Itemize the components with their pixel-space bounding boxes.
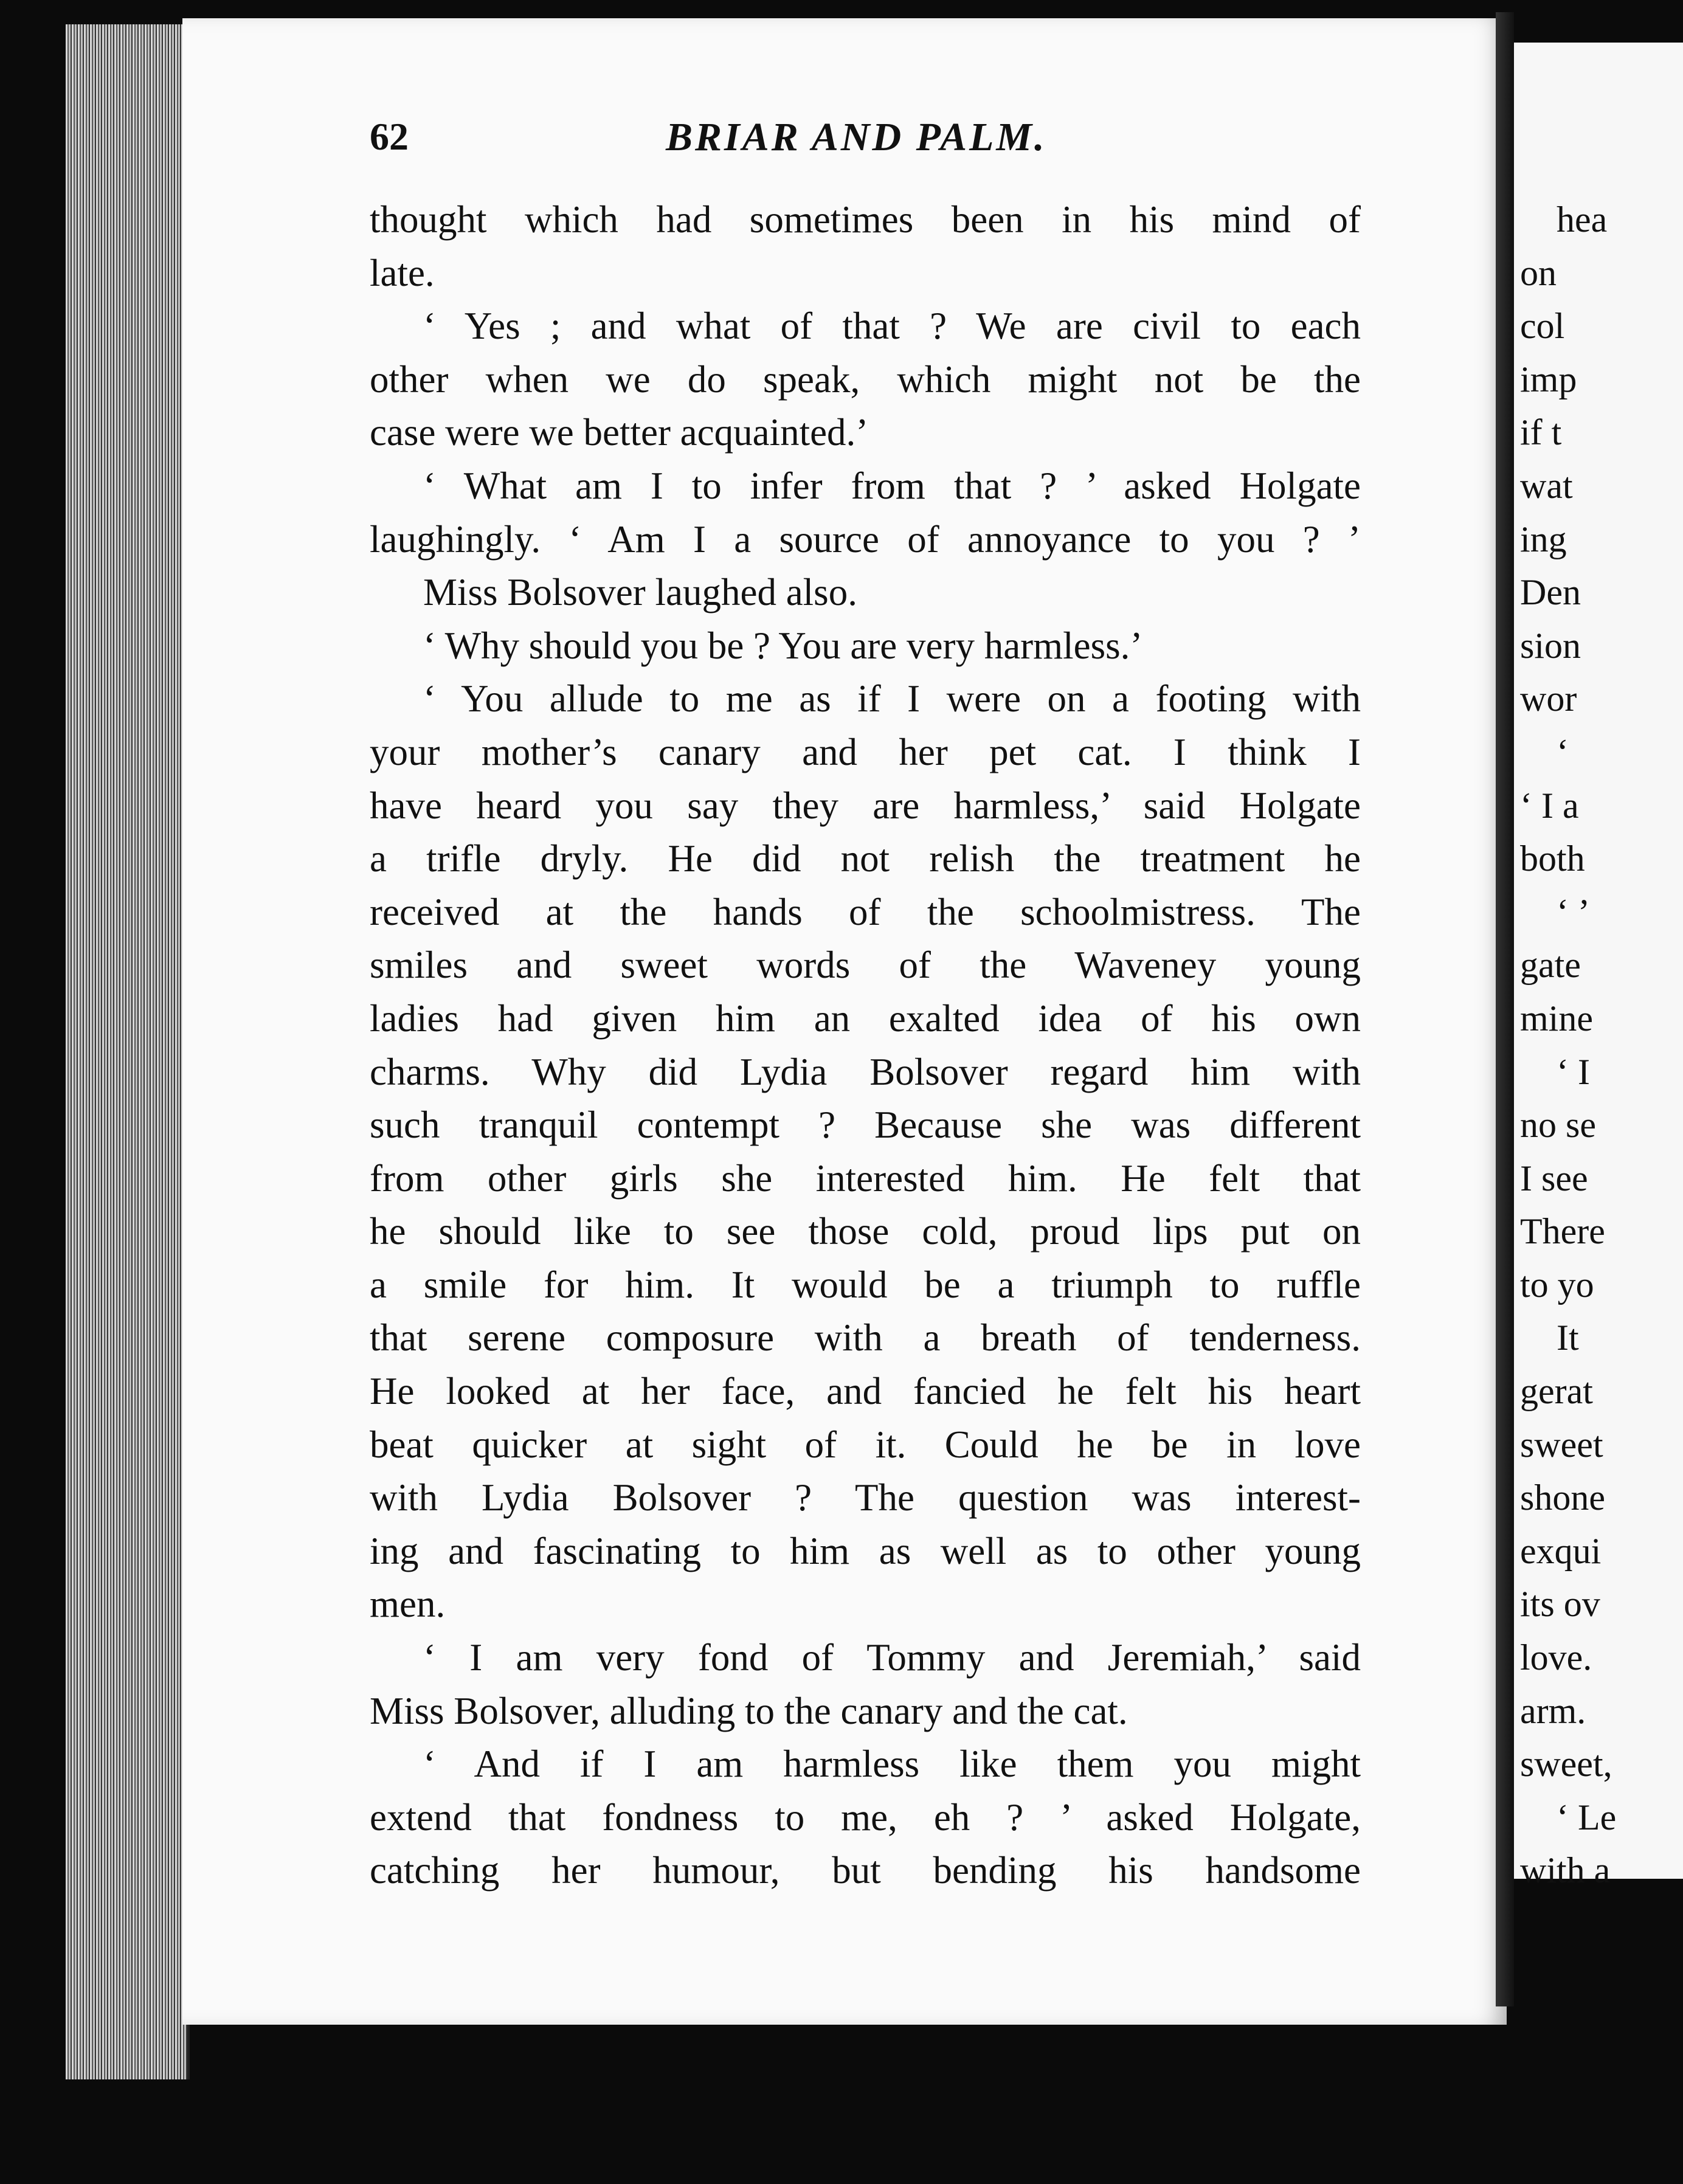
text-line: catching her humour, but bending his handsome (370, 1849, 1361, 1892)
right-page-line: sion (1520, 625, 1581, 666)
running-title: BRIAR AND PALM. (666, 115, 1047, 159)
text-line: late. (370, 251, 435, 294)
book-page-edges (66, 24, 190, 2079)
right-page-line: col (1520, 306, 1565, 347)
right-page-line: ing (1520, 519, 1567, 559)
right-page-line: I see (1520, 1158, 1588, 1198)
text-line: ladies had given him an exalted idea of his own (370, 997, 1361, 1040)
right-page-line: no se (1520, 1105, 1596, 1146)
text-line: ‘ You allude to me as if I were on a footing with (423, 677, 1361, 721)
text-line: smiles and sweet words of the Waveney young (370, 944, 1361, 987)
text-line: a smile for him. It would be a triumph to ruffle (370, 1263, 1361, 1306)
right-page-line: to yo (1520, 1264, 1594, 1305)
right-page-line: Den (1520, 572, 1581, 613)
right-page-line: exqui (1520, 1530, 1602, 1571)
right-page-line: There (1520, 1211, 1605, 1252)
text-line: ‘ Why should you be ? You are very harmless.’ (423, 624, 1143, 667)
text-line: extend that fondness to me, eh ? ’ asked Holgate, (370, 1795, 1361, 1839)
right-page-line: It (1557, 1318, 1579, 1358)
right-page-line: ‘ Le (1557, 1797, 1617, 1837)
text-line: ‘ Yes ; and what of that ? We are civil to each (423, 305, 1361, 348)
text-line: case were we better acquainted.’ (370, 411, 869, 454)
right-page-line: with a (1520, 1850, 1611, 1891)
right-page-line: love. (1520, 1637, 1592, 1678)
right-page-line: wor (1520, 679, 1577, 719)
text-line: ‘ What am I to infer from that ? ’ asked Holgate (423, 464, 1361, 507)
right-page-line: sweet (1520, 1424, 1603, 1465)
text-line: ‘ I am very fond of Tommy and Jeremiah,’ said (423, 1636, 1361, 1679)
text-line: charms. Why did Lydia Bolsover regard him with (370, 1050, 1361, 1093)
right-page-line: ‘ ’ (1557, 891, 1590, 932)
right-page-line: hea (1557, 199, 1608, 240)
text-line: received at the hands of the schoolmistress. The (370, 890, 1361, 933)
right-page-line: ‘ (1557, 731, 1569, 772)
book-gutter (1496, 12, 1514, 2006)
text-line: from other girls she interested him. He felt that (370, 1156, 1361, 1200)
text-line: he should like to see those cold, proud lips put on (370, 1210, 1361, 1253)
text-line: Miss Bolsover, alluding to the canary and the cat. (370, 1689, 1128, 1732)
text-line: Miss Bolsover laughed also. (423, 571, 857, 614)
text-line: your mother’s canary and her pet cat. I think I (370, 730, 1361, 773)
right-page-line: ‘ I (1557, 1051, 1590, 1092)
text-line: laughingly. ‘ Am I a source of annoyance to you ? ’ (370, 517, 1361, 561)
right-page-line: gerat (1520, 1371, 1593, 1412)
text-line: He looked at her face, and fancied he felt his heart (370, 1370, 1361, 1413)
text-line: have heard you say they are harmless,’ said Holgate (370, 784, 1361, 827)
right-page-line: wat (1520, 465, 1573, 506)
right-page-line: if t (1520, 412, 1562, 453)
right-page-line: ‘ I a (1520, 785, 1579, 826)
right-page-text (1520, 193, 1683, 1898)
text-line: ing and fascinating to him as well as to other young (370, 1529, 1361, 1572)
text-line: beat quicker at sight of it. Could he be in love (370, 1423, 1361, 1466)
right-page-line: sweet, (1520, 1744, 1612, 1785)
text-line: a trifle dryly. He did not relish the treatment he (370, 837, 1361, 880)
text-line: men. (370, 1583, 446, 1626)
right-page-line: shone (1520, 1477, 1605, 1518)
right-page-line: both (1520, 838, 1585, 879)
right-page-line: mine (1520, 998, 1593, 1038)
text-line: thought which had sometimes been in his mind of (370, 198, 1361, 241)
left-page-text (370, 193, 1361, 1898)
right-page-line: arm. (1520, 1690, 1586, 1731)
right-page-line: on (1520, 252, 1557, 293)
text-line: ‘ And if I am harmless like them you might (423, 1743, 1361, 1786)
text-line: with Lydia Bolsover ? The question was interest- (370, 1476, 1361, 1519)
text-line: such tranquil contempt ? Because she was different (370, 1104, 1361, 1147)
page-number: 62 (370, 115, 409, 158)
right-page-line: its ov (1520, 1584, 1600, 1625)
text-line: other when we do speak, which might not be the (370, 358, 1361, 401)
text-line: that serene composure with a breath of tenderness. (370, 1316, 1361, 1360)
right-page-line: gate (1520, 945, 1581, 986)
page-header (182, 109, 1507, 164)
right-page-line: imp (1520, 359, 1577, 399)
